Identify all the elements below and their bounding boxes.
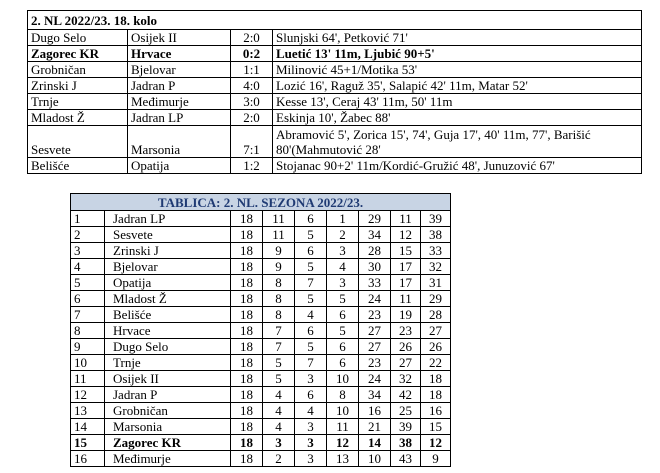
- goals-against: 12: [391, 227, 421, 243]
- goals-against: 11: [391, 291, 421, 307]
- rank: 2: [71, 227, 105, 243]
- home-team: Belišće: [28, 158, 128, 174]
- losses: 2: [327, 227, 359, 243]
- draws: 7: [295, 355, 327, 371]
- standings-row: [71, 355, 451, 371]
- goals-against: 15: [391, 243, 421, 259]
- draws: 7: [295, 275, 327, 291]
- standings-row: [71, 339, 451, 355]
- wins: 8: [263, 291, 295, 307]
- draws: 3: [295, 451, 327, 467]
- team-name: Dugo Selo: [105, 339, 231, 355]
- rank: 11: [71, 371, 105, 387]
- goal-scorers: Abramović 5', Zorica 15', 74', Guja 17', 40' 11m, 77', Barišić 80'(Mahmutović 28': [273, 126, 642, 158]
- rank: 7: [71, 307, 105, 323]
- rank: 5: [71, 275, 105, 291]
- goals-for: 28: [359, 243, 391, 259]
- standings-row: [71, 403, 451, 419]
- home-team: Trnje: [28, 94, 128, 110]
- points: 32: [421, 259, 451, 275]
- played: 18: [231, 419, 263, 435]
- played: 18: [231, 387, 263, 403]
- goals-for: 10: [359, 451, 391, 467]
- match-score: 3:0: [231, 94, 273, 110]
- goals-against: 11: [391, 211, 421, 227]
- away-team: Opatija: [128, 158, 231, 174]
- team-name: Mladost Ž: [105, 291, 231, 307]
- draws: 5: [295, 227, 327, 243]
- team-name: Zagorec KR: [105, 435, 231, 451]
- team-name: Jadran P: [105, 387, 231, 403]
- goals-against: 17: [391, 275, 421, 291]
- rank: 3: [71, 243, 105, 259]
- draws: 6: [295, 323, 327, 339]
- team-name: Hrvace: [105, 323, 231, 339]
- points: 18: [421, 387, 451, 403]
- goal-scorers: Milinović 45+1/Motika 53': [273, 62, 642, 78]
- match-score: 1:1: [231, 62, 273, 78]
- standings-table: [70, 193, 451, 467]
- rank: 14: [71, 419, 105, 435]
- points: 16: [421, 403, 451, 419]
- match-score: 4:0: [231, 78, 273, 94]
- standings-row: [71, 323, 451, 339]
- losses: 5: [327, 291, 359, 307]
- points: 39: [421, 211, 451, 227]
- points: 15: [421, 419, 451, 435]
- played: 18: [231, 339, 263, 355]
- played: 18: [231, 227, 263, 243]
- rank: 10: [71, 355, 105, 371]
- wins: 7: [263, 323, 295, 339]
- wins: 7: [263, 339, 295, 355]
- standings-row: [71, 451, 451, 467]
- goals-for: 27: [359, 339, 391, 355]
- team-name: Belišće: [105, 307, 231, 323]
- played: 18: [231, 403, 263, 419]
- wins: 4: [263, 419, 295, 435]
- team-name: Bjelovar: [105, 259, 231, 275]
- standings-row: [71, 243, 451, 259]
- points: 29: [421, 291, 451, 307]
- team-name: Osijek II: [105, 371, 231, 387]
- match-row: [28, 30, 642, 46]
- goals-for: 23: [359, 355, 391, 371]
- team-name: Opatija: [105, 275, 231, 291]
- standings-row: [71, 435, 451, 451]
- home-team: Zrinski J: [28, 78, 128, 94]
- points: 27: [421, 323, 451, 339]
- match-score: 0:2: [231, 46, 273, 62]
- wins: 2: [263, 451, 295, 467]
- match-row: [28, 158, 642, 174]
- team-name: Zrinski J: [105, 243, 231, 259]
- losses: 10: [327, 403, 359, 419]
- goals-against: 39: [391, 419, 421, 435]
- away-team: Osijek II: [128, 30, 231, 46]
- played: 18: [231, 451, 263, 467]
- away-team: Jadran LP: [128, 110, 231, 126]
- goals-for: 30: [359, 259, 391, 275]
- rank: 4: [71, 259, 105, 275]
- played: 18: [231, 355, 263, 371]
- rank: 9: [71, 339, 105, 355]
- match-row: [28, 46, 642, 62]
- draws: 5: [295, 259, 327, 275]
- goals-for: 29: [359, 211, 391, 227]
- wins: 8: [263, 275, 295, 291]
- goals-for: 27: [359, 323, 391, 339]
- team-name: Trnje: [105, 355, 231, 371]
- standings-row: [71, 291, 451, 307]
- losses: 12: [327, 435, 359, 451]
- goals-against: 42: [391, 387, 421, 403]
- losses: 6: [327, 307, 359, 323]
- played: 18: [231, 435, 263, 451]
- away-team: Međimurje: [128, 94, 231, 110]
- goals-against: 17: [391, 259, 421, 275]
- goals-for: 21: [359, 419, 391, 435]
- wins: 3: [263, 435, 295, 451]
- standings-row: [71, 227, 451, 243]
- home-team: Dugo Selo: [28, 30, 128, 46]
- points: 38: [421, 227, 451, 243]
- losses: 5: [327, 323, 359, 339]
- match-row: [28, 110, 642, 126]
- home-team: Grobničan: [28, 62, 128, 78]
- results-table: [27, 10, 642, 174]
- team-name: Sesvete: [105, 227, 231, 243]
- standings-row: [71, 259, 451, 275]
- losses: 13: [327, 451, 359, 467]
- away-team: Jadran P: [128, 78, 231, 94]
- standings-row: [71, 371, 451, 387]
- points: 18: [421, 371, 451, 387]
- draws: 5: [295, 291, 327, 307]
- goals-for: 16: [359, 403, 391, 419]
- rank: 15: [71, 435, 105, 451]
- draws: 3: [295, 435, 327, 451]
- goals-against: 23: [391, 323, 421, 339]
- points: 33: [421, 243, 451, 259]
- played: 18: [231, 371, 263, 387]
- wins: 11: [263, 211, 295, 227]
- match-row: [28, 62, 642, 78]
- goals-for: 14: [359, 435, 391, 451]
- losses: 1: [327, 211, 359, 227]
- played: 18: [231, 259, 263, 275]
- team-name: Grobničan: [105, 403, 231, 419]
- away-team: Hrvace: [128, 46, 231, 62]
- losses: 6: [327, 355, 359, 371]
- match-score: 2:0: [231, 110, 273, 126]
- home-team: Mladost Ž: [28, 110, 128, 126]
- standings-row: [71, 307, 451, 323]
- draws: 4: [295, 403, 327, 419]
- played: 18: [231, 291, 263, 307]
- home-team: Sesvete: [28, 126, 128, 158]
- goals-for: 24: [359, 291, 391, 307]
- match-row: [28, 78, 642, 94]
- draws: 6: [295, 243, 327, 259]
- played: 18: [231, 275, 263, 291]
- goals-against: 43: [391, 451, 421, 467]
- goal-scorers: Luetić 13' 11m, Ljubić 90+5': [273, 46, 642, 62]
- rank: 13: [71, 403, 105, 419]
- losses: 11: [327, 419, 359, 435]
- team-name: Međimurje: [105, 451, 231, 467]
- wins: 9: [263, 243, 295, 259]
- goal-scorers: Kesse 13', Ceraj 43' 11m, 50' 11m: [273, 94, 642, 110]
- match-score: 2:0: [231, 30, 273, 46]
- played: 18: [231, 323, 263, 339]
- losses: 8: [327, 387, 359, 403]
- team-name: Jadran LP: [105, 211, 231, 227]
- goal-scorers: Stojanac 90+2' 11m/Kordić-Gružić 48', Junuzović 67': [273, 158, 642, 174]
- draws: 3: [295, 371, 327, 387]
- points: 26: [421, 339, 451, 355]
- rank: 16: [71, 451, 105, 467]
- goals-for: 34: [359, 387, 391, 403]
- wins: 4: [263, 403, 295, 419]
- goal-scorers: Lozić 16', Raguž 35', Salapić 42' 11m, Matar 52': [273, 78, 642, 94]
- match-row: [28, 126, 642, 158]
- away-team: Marsonia: [128, 126, 231, 158]
- wins: 4: [263, 387, 295, 403]
- wins: 5: [263, 371, 295, 387]
- losses: 3: [327, 243, 359, 259]
- goals-for: 23: [359, 307, 391, 323]
- standings-row: [71, 387, 451, 403]
- losses: 3: [327, 275, 359, 291]
- away-team: Bjelovar: [128, 62, 231, 78]
- goal-scorers: Eskinja 10', Žabec 88': [273, 110, 642, 126]
- rank: 8: [71, 323, 105, 339]
- losses: 6: [327, 339, 359, 355]
- standings-title: TABLICA: 2. NL. SEZONA 2022/23.: [71, 194, 451, 211]
- rank: 1: [71, 211, 105, 227]
- goals-against: 25: [391, 403, 421, 419]
- draws: 6: [295, 211, 327, 227]
- standings-row: [71, 275, 451, 291]
- match-row: [28, 94, 642, 110]
- goals-against: 38: [391, 435, 421, 451]
- draws: 6: [295, 387, 327, 403]
- points: 31: [421, 275, 451, 291]
- match-score: 7:1: [231, 126, 273, 158]
- goals-against: 27: [391, 355, 421, 371]
- rank: 12: [71, 387, 105, 403]
- draws: 5: [295, 339, 327, 355]
- points: 12: [421, 435, 451, 451]
- points: 9: [421, 451, 451, 467]
- standings-row: [71, 211, 451, 227]
- goals-against: 19: [391, 307, 421, 323]
- played: 18: [231, 307, 263, 323]
- goal-scorers: Slunjski 64', Petković 71': [273, 30, 642, 46]
- wins: 11: [263, 227, 295, 243]
- goals-against: 32: [391, 371, 421, 387]
- played: 18: [231, 211, 263, 227]
- goals-for: 34: [359, 227, 391, 243]
- team-name: Marsonia: [105, 419, 231, 435]
- losses: 4: [327, 259, 359, 275]
- wins: 8: [263, 307, 295, 323]
- draws: 3: [295, 419, 327, 435]
- draws: 4: [295, 307, 327, 323]
- goals-for: 24: [359, 371, 391, 387]
- wins: 9: [263, 259, 295, 275]
- home-team: Zagorec KR: [28, 46, 128, 62]
- goals-against: 26: [391, 339, 421, 355]
- losses: 10: [327, 371, 359, 387]
- played: 18: [231, 243, 263, 259]
- wins: 5: [263, 355, 295, 371]
- match-score: 1:2: [231, 158, 273, 174]
- points: 22: [421, 355, 451, 371]
- rank: 6: [71, 291, 105, 307]
- goals-for: 33: [359, 275, 391, 291]
- standings-row: [71, 419, 451, 435]
- results-title: 2. NL 2022/23. 18. kolo: [28, 11, 642, 30]
- points: 28: [421, 307, 451, 323]
